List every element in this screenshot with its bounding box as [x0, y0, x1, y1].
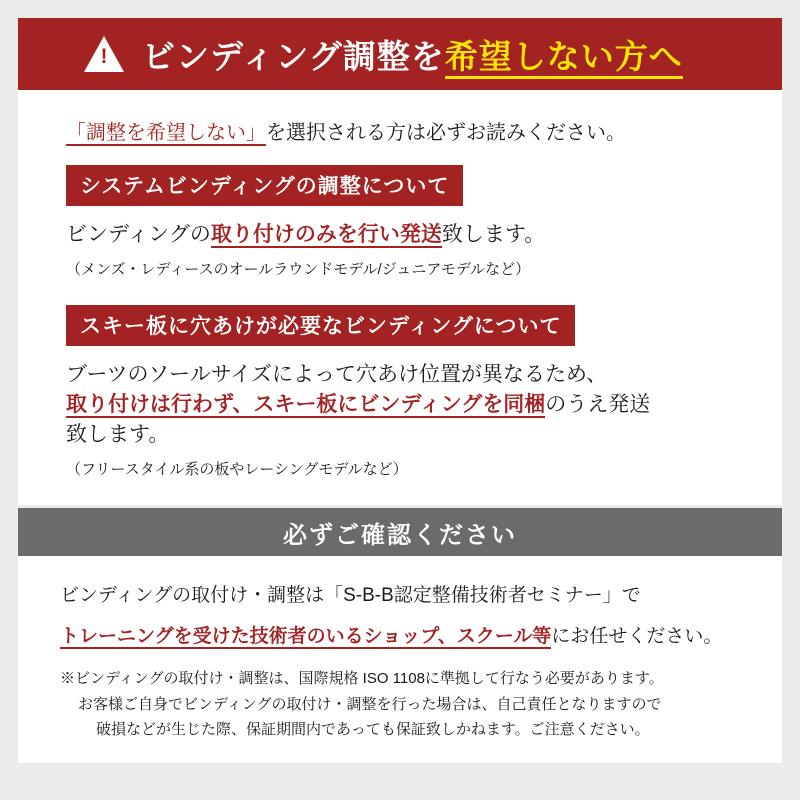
confirmation-line-2	[60, 621, 748, 648]
warning-triangle-icon: !	[84, 36, 124, 72]
binding-adjustment-card	[18, 18, 782, 505]
banner-title	[142, 31, 683, 78]
section-2-line-2-suffix: のうえ発送	[545, 393, 651, 416]
lead-text	[66, 116, 748, 145]
confirmation-line-2-underline: トレーニングを受けた技術者のいるショップ、スクール等	[60, 626, 552, 647]
disclaimer-note	[60, 666, 748, 743]
section-2-line-2	[66, 388, 748, 418]
section-1-underline: 取り付けのみを行い発送	[210, 223, 442, 246]
lead-rest: を選択される方は必ずお読みください。	[266, 122, 626, 144]
section-2-body	[66, 358, 748, 479]
section-1-note: （メンズ・レディースのオールラウンドモデル/ジュニアモデルなど）	[66, 261, 531, 278]
confirmation-line-1: ビンディングの取付け・調整は「S-B-B認定整備技術者セミナー」で	[60, 585, 641, 606]
section-1-body	[66, 218, 748, 279]
section-2-heading: スキー板に穴あけが必要なビンディングについて	[66, 305, 575, 346]
section-1-main-line	[66, 218, 748, 248]
section-2-line-1: ブーツのソールサイズによって穴あけ位置が異なるため、	[66, 363, 608, 386]
disclaimer-line-1: ※ビンディングの取付け・調整は、国際規格 ISO 1108に準拠して行なう必要があります。	[60, 670, 664, 687]
section-2-line-3: 致します。	[66, 423, 170, 446]
section-2-note: （フリースタイル系の板やレーシングモデルなど）	[66, 461, 408, 478]
banner-title-plain: ビンディング調整を	[142, 37, 445, 75]
disclaimer-line-3: 破損などが生じた際、保証期間内であっても保証致しかねます。ご注意ください。	[96, 721, 650, 738]
card1-body	[18, 90, 782, 505]
card2-body	[18, 556, 782, 763]
confirmation-line-2-suffix: にお任せください。	[551, 626, 723, 647]
banner-title-highlight: 希望しない方へ	[445, 38, 683, 79]
warning-banner	[18, 18, 782, 90]
confirmation-card	[18, 508, 782, 763]
spacer	[52, 279, 748, 305]
section-1-heading: システムビンディングの調整について	[66, 165, 463, 206]
disclaimer-line-2: お客様ご自身でビンディングの取付け・調整を行った場合は、自己責任となりますので	[78, 695, 662, 713]
section-2-underline: 取り付けは行わず、スキー板にビンディングを同梱	[66, 393, 546, 416]
lead-quoted: 「調整を希望しない」	[66, 122, 266, 144]
confirmation-header-bar	[18, 508, 782, 556]
section-1-suffix: 致します。	[441, 223, 546, 246]
confirmation-header-title: 必ずご確認ください	[283, 521, 517, 549]
section-1-prefix: ビンディングの	[66, 223, 211, 246]
